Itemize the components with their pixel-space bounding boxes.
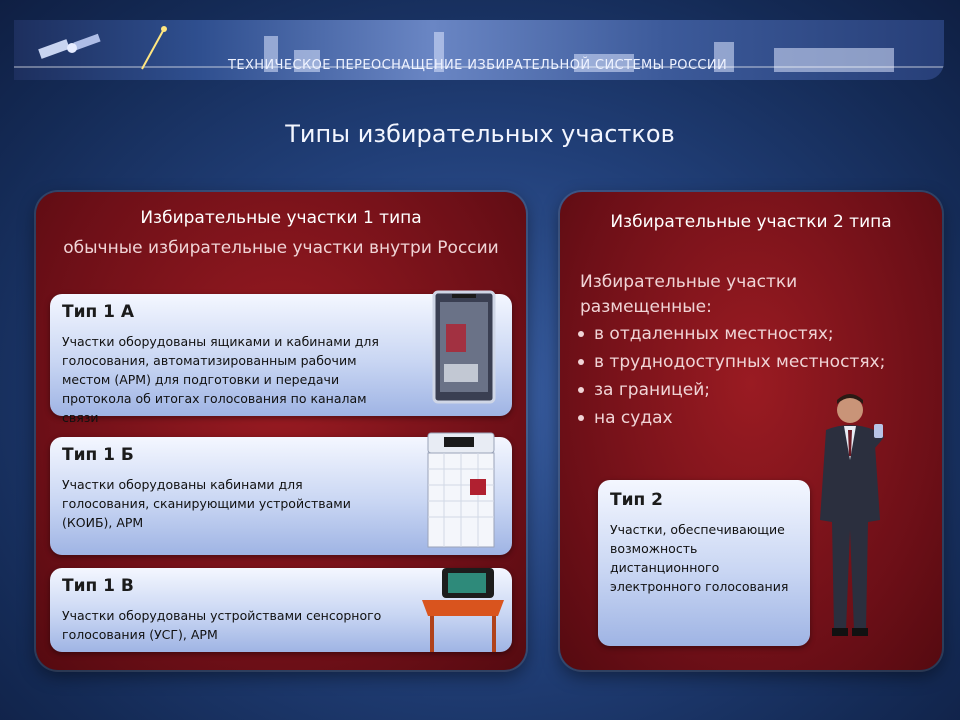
list-item: в труднодоступных местностях;: [578, 348, 885, 376]
list-item: за границей;: [578, 376, 885, 404]
touchscreen-terminal-icon: [416, 564, 508, 654]
list-item: в отдаленных местностях;: [578, 320, 885, 348]
satellite-icon: [34, 24, 114, 74]
card-title: Тип 1 В: [62, 576, 134, 596]
ballot-box-icon: [428, 284, 500, 404]
type1-panel: [36, 192, 526, 670]
type1-subheading: обычные избирательные участки внутри России: [63, 238, 499, 258]
scanner-icon: [422, 429, 502, 551]
banner-title: ТЕХНИЧЕСКОЕ ПЕРЕОСНАЩЕНИЕ ИЗБИРАТЕЛЬНОЙ СИСТЕМЫ РОССИИ: [228, 58, 728, 73]
card-title: Тип 1 А: [62, 302, 135, 322]
card-text: Участки оборудованы кабинами для голосования, сканирующими устройствами (КОИБ), АРМ: [62, 477, 351, 530]
antenna-icon: [134, 24, 174, 74]
card-title: Тип 2: [610, 490, 664, 510]
card-type-1a: [50, 294, 512, 425]
list-item: на судах: [578, 404, 885, 432]
type2-intro: Избирательные участки размещенные:: [580, 272, 798, 317]
card-type-1b: [50, 437, 512, 555]
card-type-1c: [50, 568, 512, 652]
card-title: Тип 1 Б: [62, 445, 134, 465]
card-text: Участки оборудованы ящиками и кабинами для голосования, автоматизированным рабочим местом (АРМ) для подготовки и передачи протокола об итогах голосования по каналам связи: [62, 334, 379, 425]
businessman-with-phone-illustration: [810, 390, 890, 640]
card-type-2: [598, 480, 810, 646]
page-title: Типы избирательных участков: [285, 120, 675, 148]
type1-heading: Избирательные участки 1 типа: [140, 208, 422, 228]
card-text: Участки оборудованы устройствами сенсорного голосования (УСГ), АРМ: [62, 608, 382, 642]
card-text: Участки, обеспечивающие возможность дистанционного электронного голосования: [610, 522, 789, 594]
type2-heading: Избирательные участки 2 типа: [610, 212, 892, 232]
